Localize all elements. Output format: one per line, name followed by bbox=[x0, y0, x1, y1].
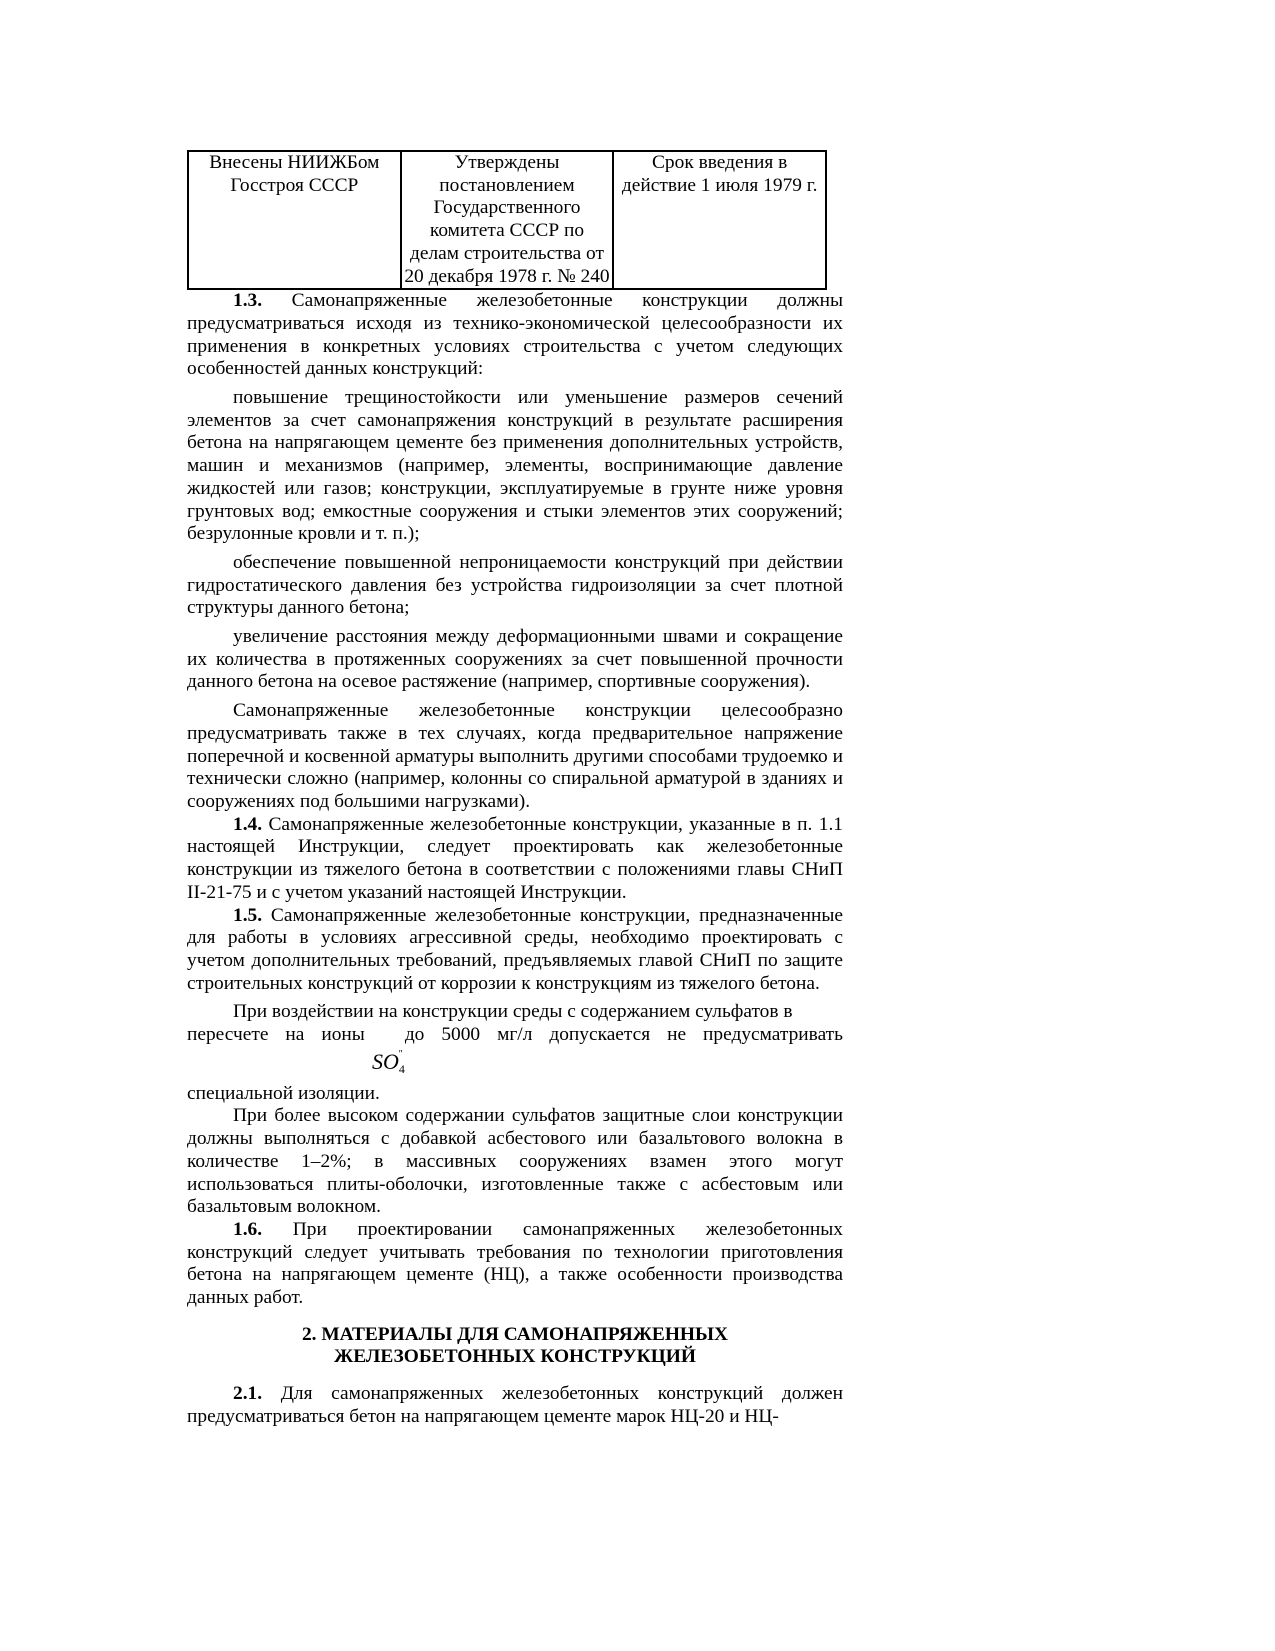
table-cell-approved: Утверждены постановлением Государственного комитета СССР по делам строительства от 20 декабря 1978 г. № 240 bbox=[401, 151, 614, 289]
paragraph-text: Самонапряженные железобетонные конструкции, указанные в п. 1.1 настоящей Инструкции, следует проектировать как железобетонные конструкции из тяжелого бетона в соответствии с положениями главы СНиП II-21-75 и с учетом указаний настоящей Инструкции. bbox=[187, 813, 843, 903]
paragraph-text: Самонапряженные железобетонные конструкции, предназначенные для работы в условиях агрессивной среды, необходимо проектировать с учетом дополнительных требований, предъявляемых главой СНиП по защите строительных конструкций от коррозии к конструкциям из тяжелого бетона. bbox=[187, 904, 843, 994]
paragraph-1-3-note: Самонапряженные железобетонные конструкции целесообразно предусматривать также в тех случаях, когда предварительное напряжение поперечной и косвенной арматуры выполнить другими способами трудоемко и технически сложно (например, колонны со спиральной арматурой в зданиях и сооружениях под большими нагрузками). bbox=[187, 700, 843, 812]
approval-table bbox=[187, 150, 827, 290]
table-cell-submitted: Внесены НИИЖБом Госстроя СССР bbox=[188, 151, 401, 289]
clause-number: 2.1. bbox=[233, 1383, 263, 1405]
paragraph-1-3 bbox=[187, 290, 843, 381]
paragraph-text: При проектировании самонапряженных железобетонных конструкций следует учитывать требования по технологии приготовления бетона на напрягающем цементе (НЦ), а также особенности производства данных работ. bbox=[187, 1218, 843, 1309]
ions-text-left: пересчете на ионы bbox=[187, 1024, 365, 1046]
table-row bbox=[188, 151, 826, 289]
ions-text-right: до 5000 мг/л допускается не предусматривать bbox=[404, 1024, 843, 1046]
paragraph-text: Для самонапряженных железобетонных конструкций должен предусматриваться бетон на напрягающем цементе марок НЦ-20 и НЦ- bbox=[187, 1383, 843, 1427]
section-heading-line1: 2. МАТЕРИАЛЫ ДЛЯ САМОНАПРЯЖЕННЫХ bbox=[301, 1323, 729, 1345]
clause-number: 1.3. bbox=[233, 290, 263, 312]
section-heading-line2: ЖЕЛЕЗОБЕТОННЫХ КОНСТРУКЦИЙ bbox=[334, 1346, 696, 1368]
paragraph-1-5-sulfates-line1: При воздействии на конструкции среды с содержанием сульфатов в bbox=[233, 1001, 793, 1023]
clause-number: 1.5. bbox=[233, 904, 263, 926]
document-page bbox=[187, 150, 843, 1429]
sulfate-ion-formula bbox=[187, 1047, 843, 1083]
table-cell-effective-date: Срок введения в действие 1 июля 1979 г. bbox=[613, 151, 826, 289]
clause-number: 1.4. bbox=[233, 813, 263, 835]
formula-main: SO bbox=[372, 1048, 399, 1074]
paragraph-1-3-item-1: повышение трещиностойкости или уменьшение размеров сечений элементов за счет самонапряжения конструкций в результате расширения бетона на напрягающем цементе без применения дополнительных устройств, машин и механизмов (например, элементы, воспринимающие давление жидкостей или газов; конструкции, эксплуатируемые в грунте ниже уровня грунтовых вод; емкостные сооружения и стыки элементов этих сооружений; безрулонные кровли и т. п.); bbox=[187, 387, 843, 545]
paragraph-1-5-sulfates-line2 bbox=[187, 1024, 843, 1047]
clause-number: 1.6. bbox=[233, 1218, 263, 1240]
formula-superscript: '' bbox=[398, 1048, 403, 1060]
formula-subscript: 4 bbox=[398, 1061, 405, 1076]
paragraph-2-1 bbox=[187, 1383, 843, 1428]
paragraph-1-5-protection: При более высоком содержании сульфатов защитные слои конструкции должны выполняться с добавкой асбестового или базальтового волокна в количестве 1–2%; в массивных сооружениях взамен этого могут использоваться плиты-оболочки, изготовленные также с асбестовым или базальтовым волокном. bbox=[187, 1105, 843, 1218]
paragraph-1-6 bbox=[187, 1219, 843, 1310]
paragraph-1-4 bbox=[187, 814, 843, 905]
section-heading-2 bbox=[187, 1324, 843, 1369]
paragraph-1-5 bbox=[187, 905, 843, 996]
paragraph-1-5-sulfates-line3: специальной изоляции. bbox=[187, 1082, 380, 1104]
formula-so4 bbox=[372, 1044, 403, 1081]
paragraph-1-3-item-3: увеличение расстояния между деформационными швами и сокращение их количества в протяженных сооружениях за счет повышенной прочности данного бетона на осевое растяжение (например, спортивные сооружения). bbox=[187, 626, 843, 693]
paragraph-text: Самонапряженные железобетонные конструкции должны предусматриваться исходя из технико-экономической целесообразности их применения в конкретных условиях строительства с учетом следующих особенностей данных конструкций: bbox=[187, 290, 843, 380]
paragraph-1-3-item-2: обеспечение повышенной непроницаемости конструкций при действии гидростатического давления без устройства гидроизоляции за счет плотной структуры данного бетона; bbox=[187, 551, 843, 619]
